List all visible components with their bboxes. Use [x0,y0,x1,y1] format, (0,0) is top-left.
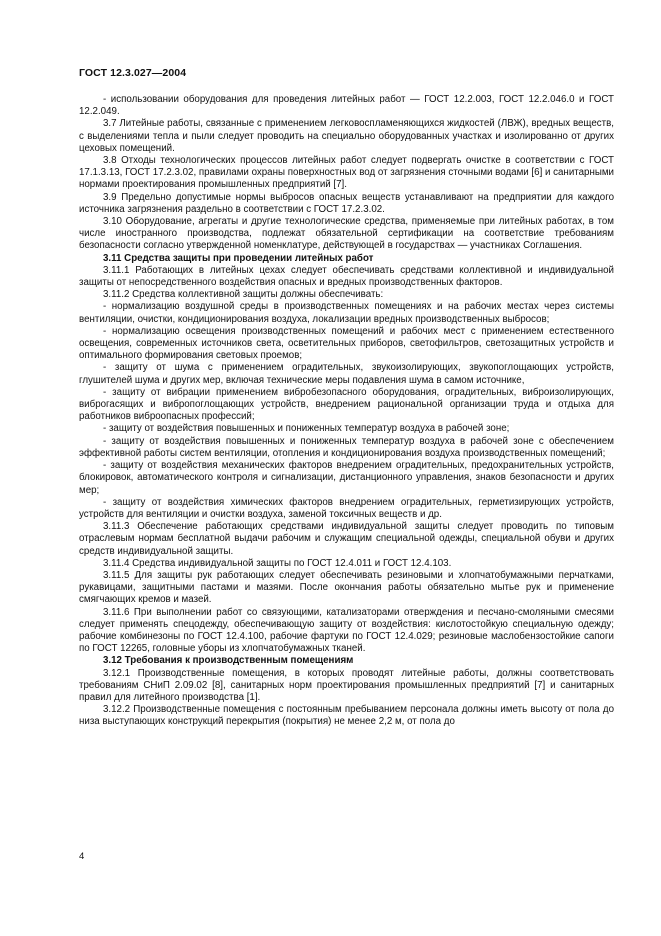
paragraph: 3.9 Предельно допустимые нормы выбросов опасных веществ устанавливают на предприятии для каждого источника загрязнения раздельно в соответствии с ГОСТ 17.2.3.02. [79,191,614,215]
paragraph: - использовании оборудования для проведения литейных работ — ГОСТ 12.2.003, ГОСТ 12.2.046.0 и ГОСТ 12.2.049. [79,94,614,118]
section-heading: 3.12 Требования к производственным помещениям [103,655,354,667]
paragraph: 3.12.2 Производственные помещения с постоянным пребыванием персонала должны иметь высоту от пола до низа выступающих конструкций перекрытия (покрытия) не менее 2,2 м, от пола до [79,704,614,728]
paragraph: 3.11.2 Средства коллективной защиты должны обеспечивать: [103,289,384,301]
document-body [79,94,614,729]
page-number: 4 [79,851,85,862]
paragraph: 3.12.1 Производственные помещения, в которых проводят литейные работы, должны соответствовать требованиям СНиП 2.09.02 [8], санитарных норм проектирования промышленных предприятий [7] и санитарных правил для литейного производства [1]. [79,667,614,703]
paragraph: 3.7 Литейные работы, связанные с применением легковоспламеняющихся жидкостей (ЛВЖ), вредных веществ, с выделениями тепла и пыли следует проводить на специально оборудованных участках и изолированно от других цеховых помещений. [79,118,614,154]
paragraph: 3.8 Отходы технологических процессов литейных работ следует подвергать очистке в соответствии с ГОСТ 17.1.3.13, ГОСТ 17.2.3.02, правилами охраны поверхностных вод от загрязнения сточными водами [6] и санитарными нормами проектирования промышленных предприятий [7]. [79,155,615,191]
paragraph: 3.11.1 Работающих в литейных цехах следует обеспечивать средствами коллективной и индивидуальной защиты от непосредственного воздействия опасных и вредных производственных факторов. [79,264,614,289]
list-item: - защиту от воздействия повышенных и пониженных температур воздуха в рабочей зоне с обеспечением эффективной работы систем вентиляции, отопления и кондиционирования воздуха производственных помещений; [79,435,614,459]
list-item: - защиту от шума с применением оградительных, звукоизолирующих, звукопоглощающих устройств, глушителей шума и других мер, включая технические меры подавления шума в самом источнике, [79,362,614,386]
paragraph: 3.11.6 При выполнении работ со связующими, катализаторами отверждения и песчано-смоляными смесями следует применять спецодежду, обеспечивающую защиту от воздействия: кислотостойкую специальную одежду; рабочие комбинезоны по ГОСТ 12.4.100, рабочие фартуки по ГОСТ 12.4.029; резиновые маслобензостойкие сапоги по ГОСТ 12265, головные уборы из хлопчатобумажных тканей. [79,606,614,655]
list-item: - защиту от вибрации применением вибробезопасного оборудования, оградительных, виброизолирующих, виброгасящих и вибропоглощающих устройств, внедрением рациональной организации труда и отдыха для работников виброопасных профессий; [79,386,614,423]
list-item: - защиту от воздействия химических факторов внедрением оградительных, герметизирующих устройств, устройств для вентиляции и очистки воздуха, заменой токсичных веществ и др. [79,496,614,520]
list-item: - нормализацию освещения производственных помещений и рабочих мест с применением естественного освещения, современных источников света, осветительных приборов, светофильтров, светозащитных устройств и оптимального формирования световых проемов; [79,325,614,362]
list-item: - защиту от воздействия механических факторов внедрением оградительных, предохранительных устройств, блокировок, автоматического контроля и сигнализации, дистанционного управления, знаков безопасности и других мер; [79,460,614,496]
section-heading: 3.11 Средства защиты при проведении литейных работ [103,252,374,264]
paragraph: 3.10 Оборудование, агрегаты и другие технологические средства, применяемые при литейных работах, в том числе иностранного производства, подлежат обязательной сертификации на соответствие требованиям безопасности согласно утвержденной номенклатуре, действующей в государствах — участниках Соглашения. [79,216,614,252]
list-item: - нормализацию воздушной среды в производственных помещениях и на рабочих местах через системы вентиляции, очистки, кондиционирования воздуха, локализации вредных производственных выбросов; [79,301,614,325]
list-item: - защиту от воздействия повышенных и пониженных температур воздуха в рабочей зоне; [103,423,510,435]
paragraph: 3.11.4 Средства индивидуальной защиты по ГОСТ 12.4.011 и ГОСТ 12.4.103. [103,557,452,569]
document-header: ГОСТ 12.3.027—2004 [79,67,187,79]
paragraph: 3.11.5 Для защиты рук работающих следует обеспечивать резиновыми и хлопчатобумажными перчатками, рукавицами, защитными пастами и мазями. После окончания работы обязательно мытье рук и применение смягчающих кремов и мазей. [79,569,614,606]
paragraph: 3.11.3 Обеспечение работающих средствами индивидуальной защиты следует проводить по типовым отраслевым нормам бесплатной выдачи рабочим и служащим специальной одежды, специальной обуви и других средств индивидуальной защиты. [79,521,614,557]
